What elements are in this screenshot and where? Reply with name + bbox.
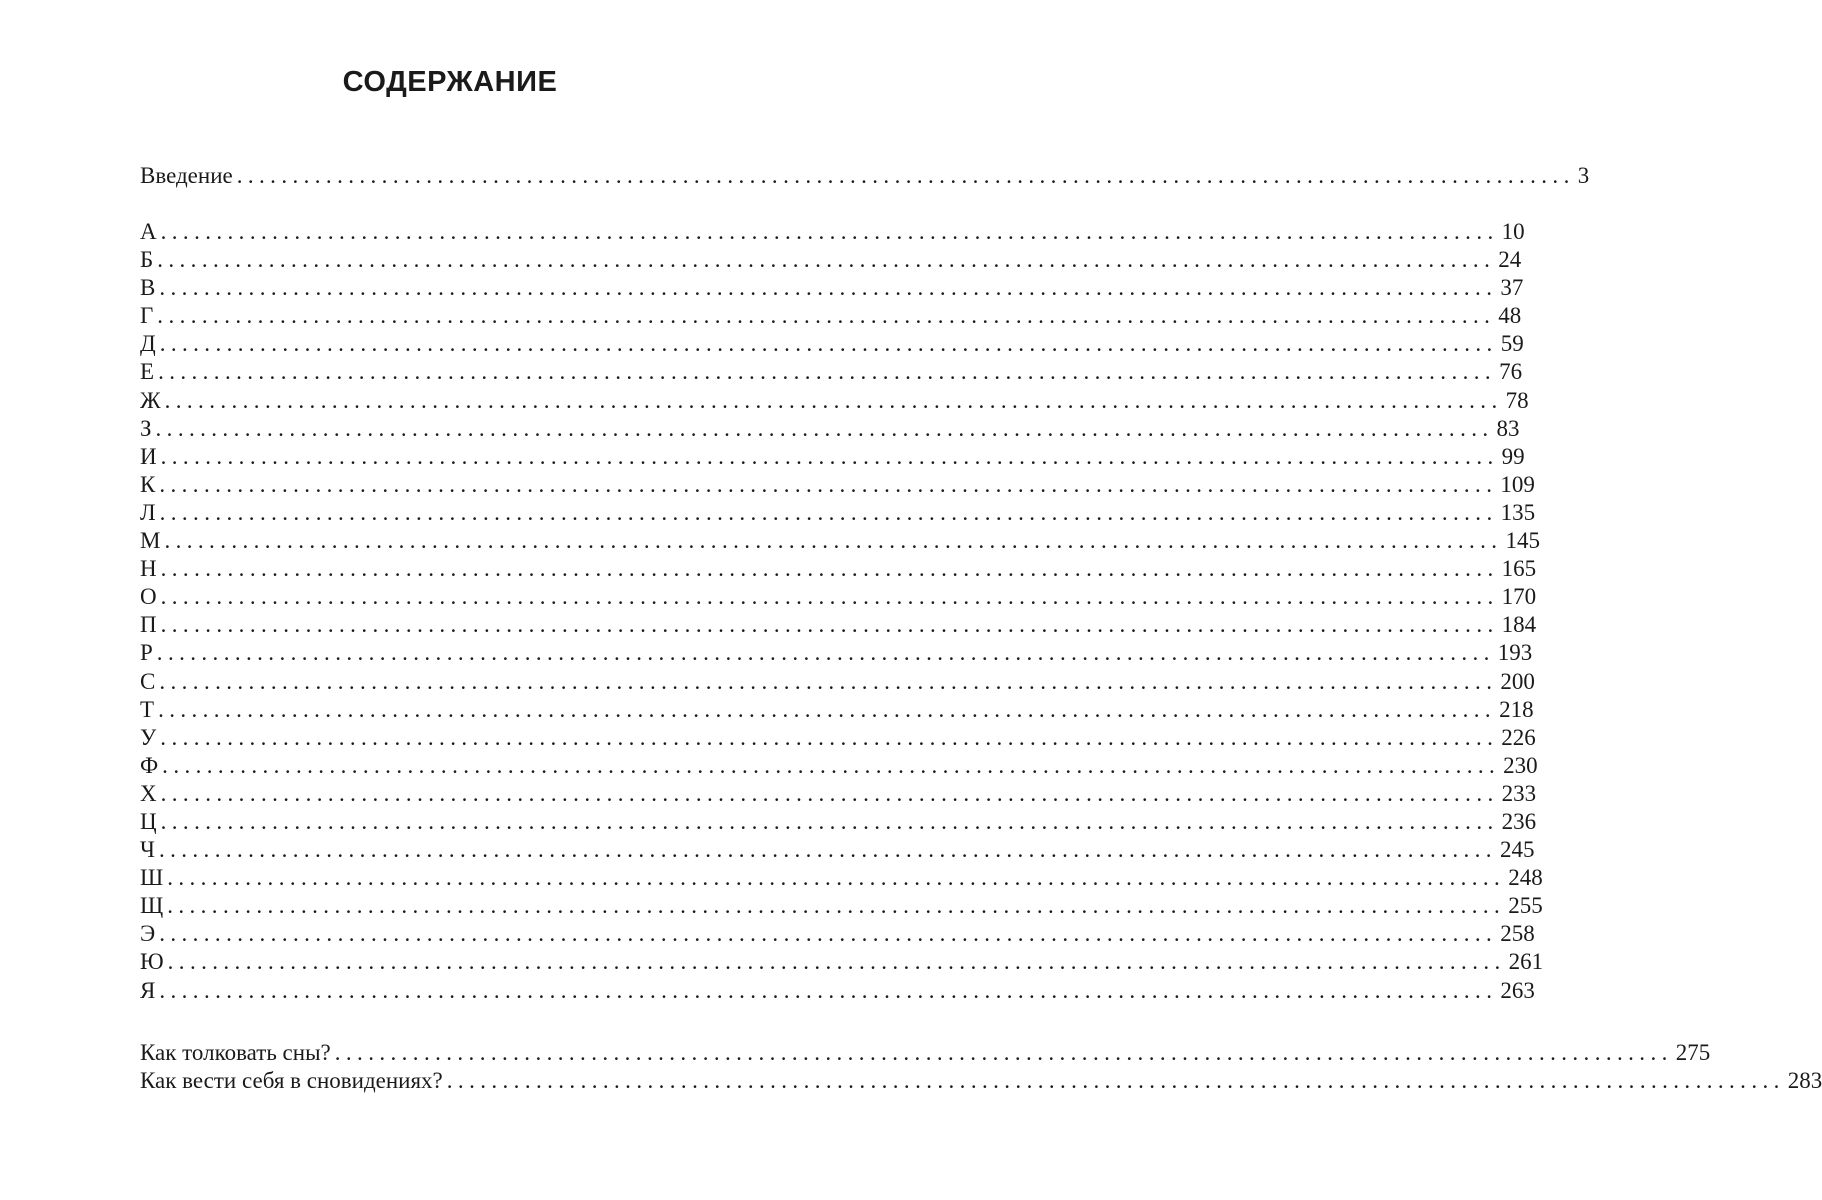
toc-entry-label: Г	[140, 303, 154, 329]
toc-entry-page-number: 248	[1508, 865, 1543, 891]
toc-entry-page-number: 10	[1501, 219, 1525, 244]
dot-leader: ........................................................................................................................	[159, 275, 1498, 301]
toc-entry-page-number: 59	[1500, 331, 1524, 357]
dot-leader: ........................................................................................................................	[162, 752, 1501, 778]
toc-entry	[140, 724, 1536, 752]
toc-entry	[140, 611, 1537, 639]
toc-entry	[140, 668, 1535, 696]
toc-entry-label: Ц	[140, 808, 157, 834]
toc-entry-label: А	[140, 219, 157, 244]
toc-entry-label: Ж	[140, 387, 161, 413]
dot-leader: ........................................................................................................................	[155, 415, 1494, 441]
toc-entry	[140, 415, 1520, 443]
toc-entry-page-number: 245	[1499, 837, 1535, 863]
toc-entry-label: У	[140, 724, 157, 750]
toc-entry	[140, 808, 1537, 836]
toc-entry	[140, 1039, 1711, 1067]
toc-entry-page-number: 83	[1496, 415, 1520, 441]
toc-entry-label: Б	[140, 247, 154, 273]
dot-leader: ........................................................................................................................	[160, 556, 1499, 582]
dot-leader: ........................................................................................................................	[159, 331, 1498, 357]
dot-leader: ........................................................................................................................	[159, 977, 1498, 1003]
toc-entry-page-number: 275	[1675, 1040, 1711, 1065]
toc-entry	[140, 302, 1522, 330]
toc-entry	[140, 443, 1525, 471]
dot-leader: ........................................................................................................................	[157, 303, 1496, 329]
toc-entry-page-number: 3	[1577, 163, 1590, 188]
toc-entry-label: Я	[140, 977, 156, 1003]
toc-entry-label: Э	[140, 921, 156, 947]
toc-entry-label: И	[140, 443, 157, 469]
toc-entry	[140, 639, 1533, 667]
toc-entry-label: Н	[140, 556, 157, 582]
dot-leader: ........................................................................................................................	[158, 359, 1497, 385]
toc-entry-label: В	[140, 275, 156, 301]
toc-entry-label: Ч	[140, 837, 155, 863]
dot-leader: ........................................................................................................................	[159, 471, 1498, 497]
toc-letters-section	[140, 218, 1544, 1005]
toc-entry	[140, 864, 1543, 892]
dot-leader: ........................................................................................................................	[164, 387, 1503, 413]
toc-entry-page-number: 99	[1501, 443, 1525, 469]
toc-entry-label: С	[140, 668, 156, 694]
toc-entry	[140, 527, 1540, 555]
toc-entry	[140, 696, 1534, 724]
toc-entry	[140, 499, 1536, 527]
toc-entry-label: Т	[140, 696, 155, 722]
toc-entry-page-number: 109	[1500, 471, 1535, 497]
toc-entry	[140, 274, 1524, 302]
toc-appendix-section	[140, 1039, 1822, 1095]
toc-entry-label: Л	[140, 499, 156, 525]
toc-entry-page-number: 78	[1505, 387, 1529, 413]
dot-leader: ........................................................................................................................	[159, 921, 1498, 947]
dot-leader: ........................................................................................................................	[160, 443, 1499, 469]
toc-entry-page-number: 135	[1500, 499, 1536, 525]
toc-entry-label: Р	[140, 640, 153, 666]
toc-intro-section	[140, 162, 1590, 190]
toc-entry-page-number: 24	[1498, 247, 1522, 273]
toc-entry-label: К	[140, 471, 156, 497]
toc-entry-label: З	[140, 415, 152, 441]
toc-entry-label: О	[140, 584, 157, 610]
toc-entry-label: Ю	[140, 949, 164, 975]
dot-leader: ........................................................................................................................	[157, 247, 1496, 273]
toc-entry	[140, 836, 1535, 864]
dot-leader: ........................................................................................................................	[160, 808, 1499, 834]
toc-entry-page-number: 233	[1501, 780, 1537, 806]
toc-entry-label: Х	[140, 780, 157, 806]
toc-entry	[140, 583, 1537, 611]
dot-leader: ........................................................................................................................	[334, 1040, 1673, 1065]
toc-entry	[140, 162, 1590, 190]
toc-entry	[140, 218, 1525, 246]
toc-entry-page-number: 184	[1501, 612, 1537, 638]
toc-entry-page-number: 145	[1505, 528, 1540, 554]
toc-entry-label: Как вести себя в сновидениях?	[140, 1068, 443, 1094]
toc-entry-page-number: 193	[1497, 640, 1533, 666]
toc-entry	[140, 977, 1535, 1005]
dot-leader: ........................................................................................................................	[159, 499, 1498, 525]
dot-leader: ........................................................................................................................	[160, 612, 1499, 638]
toc-entry-page-number: 218	[1499, 696, 1534, 722]
dot-leader: ........................................................................................................................	[160, 780, 1499, 806]
toc-entry-page-number: 48	[1498, 303, 1522, 329]
toc-entry	[140, 358, 1523, 386]
toc-entry-label: Щ	[140, 893, 164, 919]
toc-entry	[140, 246, 1522, 274]
toc-entry-page-number: 165	[1501, 556, 1537, 582]
toc-entry-label: Ф	[140, 752, 159, 778]
toc-entry	[140, 780, 1537, 808]
dot-leader: ........................................................................................................................	[160, 219, 1499, 244]
toc-entry-label: Д	[140, 331, 156, 357]
toc-entry-page-number: 261	[1508, 949, 1544, 975]
toc-entry-label: П	[140, 612, 157, 638]
toc-entry	[140, 892, 1543, 920]
toc-entry-page-number: 283	[1787, 1068, 1822, 1094]
toc-entry-page-number: 37	[1500, 275, 1524, 301]
toc-entry	[140, 948, 1544, 976]
toc-entry-label: Ш	[140, 865, 164, 891]
toc-entry-label: Как толковать сны?	[140, 1040, 331, 1065]
dot-leader: ........................................................................................................................	[160, 724, 1499, 750]
toc-entry	[140, 920, 1535, 948]
toc-entry-page-number: 258	[1500, 921, 1535, 947]
toc-entry-page-number: 263	[1500, 977, 1535, 1003]
dot-leader: ........................................................................................................................	[159, 668, 1498, 694]
toc-entry-page-number: 236	[1501, 808, 1537, 834]
dot-leader: ........................................................................................................................	[160, 584, 1499, 610]
dot-leader: ........................................................................................................................	[164, 528, 1503, 554]
toc-entry	[140, 471, 1535, 499]
toc-entry-page-number: 226	[1501, 724, 1536, 750]
toc-entry-page-number: 200	[1500, 668, 1535, 694]
dot-leader: ........................................................................................................................	[446, 1068, 1785, 1094]
toc-entry	[140, 1067, 1822, 1095]
toc-entry-label: Е	[140, 359, 155, 385]
toc-entry	[140, 555, 1537, 583]
toc-entry-page-number: 76	[1499, 359, 1523, 385]
dot-leader: ........................................................................................................................	[158, 837, 1497, 863]
toc-entry-page-number: 170	[1501, 584, 1537, 610]
dot-leader: ........................................................................................................................	[236, 163, 1575, 188]
toc-entry	[140, 330, 1524, 358]
toc-entry	[140, 752, 1538, 780]
toc-entry-label: Введение	[140, 163, 233, 188]
dot-leader: ........................................................................................................................	[158, 696, 1497, 722]
toc-entry-page-number: 255	[1508, 893, 1543, 919]
dot-leader: ........................................................................................................................	[167, 865, 1506, 891]
dot-leader: ........................................................................................................................	[167, 949, 1506, 975]
dot-leader: ........................................................................................................................	[156, 640, 1495, 666]
toc-entry-page-number: 230	[1503, 752, 1538, 778]
toc-entry-label: М	[140, 528, 161, 554]
toc-entry	[140, 387, 1529, 415]
dot-leader: ........................................................................................................................	[167, 893, 1506, 919]
page-title: СОДЕРЖАНИЕ	[342, 66, 558, 98]
